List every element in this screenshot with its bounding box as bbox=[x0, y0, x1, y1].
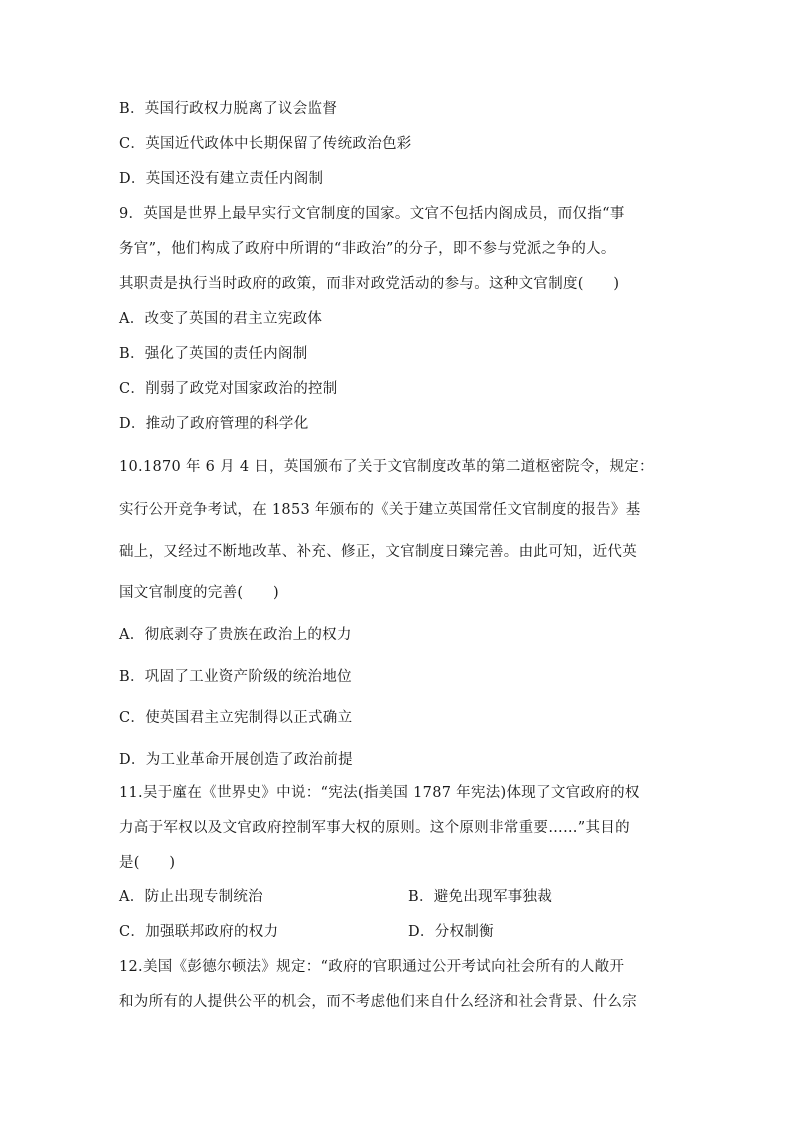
q11-stem-line-1: 11.吴于廑在《世界史》中说：“宪法(指美国 1787 年宪法)体现了文官政府的权 bbox=[119, 785, 640, 801]
q11-option-c: C．加强联邦政府的权力 bbox=[119, 924, 279, 940]
q8-option-c: C．英国近代政体中长期保留了传统政治色彩 bbox=[119, 136, 412, 152]
q9-option-b: B．强化了英国的责任内阁制 bbox=[119, 346, 308, 362]
q9-stem-line-3: 其职责是执行当时政府的政策，而非对政党活动的参与。这种文官制度( ) bbox=[119, 276, 620, 292]
q10-option-a: A．彻底剥夺了贵族在政治上的权力 bbox=[119, 627, 352, 643]
q9-stem-line-2: 务官”，他们构成了政府中所谓的“非政治”的分子，即不参与党派之争的人。 bbox=[119, 241, 616, 257]
q11-stem-line-2: 力高于军权以及文官政府控制军事大权的原则。这个原则非常重要……”其目的 bbox=[119, 820, 630, 836]
q10-stem-line-2: 实行公开竞争考试，在 1853 年颁布的《关于建立英国常任文官制度的报告》基 bbox=[119, 502, 641, 518]
q11-option-d: D．分权制衡 bbox=[408, 924, 494, 940]
q12-stem-line-1: 12.美国《彭德尔顿法》规定：“政府的官职通过公开考试向社会所有的人敞开 bbox=[119, 959, 625, 975]
q10-stem-line-1: 10.1870 年 6 月 4 日，英国颁布了关于文官制度改革的第二道枢密院令，规定： bbox=[119, 459, 654, 475]
q10-option-d: D．为工业革命开展创造了政治前提 bbox=[119, 752, 353, 768]
q11-option-b: B．避免出现军事独裁 bbox=[408, 889, 553, 905]
q10-option-c: C．使英国君主立宪制得以正式确立 bbox=[119, 710, 353, 726]
q8-option-d: D．英国还没有建立责任内阁制 bbox=[119, 171, 324, 187]
q11-option-a: A．防止出现专制统治 bbox=[119, 889, 263, 905]
q9-stem-line-1: 9．英国是世界上最早实行文官制度的国家。文官不包括内阁成员，而仅指“事 bbox=[119, 206, 625, 222]
q10-stem-line-3: 础上，又经过不断地改革、补充、修正，文官制度日臻完善。由此可知，近代英 bbox=[119, 544, 637, 560]
q9-option-a: A．改变了英国的君主立宪政体 bbox=[119, 311, 323, 327]
q12-stem-line-2: 和为所有的人提供公平的机会，而不考虑他们来自什么经济和社会背景、什么宗 bbox=[119, 994, 637, 1010]
q8-option-b: B．英国行政权力脱离了议会监督 bbox=[119, 101, 338, 117]
q9-option-c: C．削弱了政党对国家政治的控制 bbox=[119, 381, 338, 397]
q10-stem-line-4: 国文官制度的完善( ) bbox=[119, 585, 279, 601]
q10-option-b: B．巩固了工业资产阶级的统治地位 bbox=[119, 669, 352, 685]
q9-option-d: D．推动了政府管理的科学化 bbox=[119, 416, 309, 432]
q11-stem-line-3: 是( ) bbox=[119, 855, 176, 871]
